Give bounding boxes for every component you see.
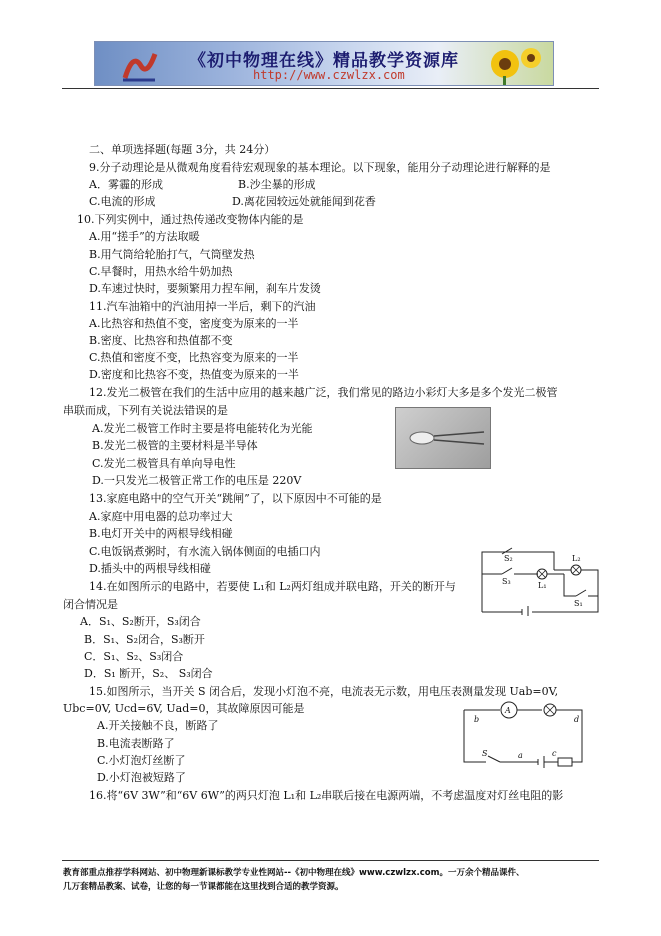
- q10-option-a: A.用“搓手”的方法取暖: [89, 230, 200, 243]
- q12-option-d: D.一只发光二极管正常工作的电压是 220V: [92, 474, 302, 487]
- q10-option-c: C.早餐时，用热水给牛奶加热: [89, 265, 233, 278]
- q15-label-c: c: [552, 749, 557, 758]
- q15-option-a: A.开关接触不良，断路了: [97, 719, 219, 732]
- q15-circuit-diagram: [460, 700, 590, 776]
- q12-option-b: B.发光二极管的主要材料是半导体: [92, 439, 258, 452]
- q14-label-s2: S₂: [504, 554, 513, 563]
- q15-stem-line2: Ubc=0V, Ucd=6V, Uad=0，其故障原因可能是: [63, 702, 305, 715]
- q9-option-a: A．雾霾的形成: [89, 178, 163, 191]
- led-photo: [395, 407, 491, 469]
- q11-stem: 11.汽车油箱中的汽油用掉一半后，剩下的汽油: [89, 300, 316, 313]
- q13-option-c: C.电饭锅煮粥时，有水流入锅体侧面的电插口内: [89, 545, 321, 558]
- q11-option-a: A.比热容和热值不变，密度变为原来的一半: [89, 317, 299, 330]
- q13-stem: 13.家庭电路中的空气开关“跳闸”了，以下原因中不可能的是: [89, 492, 382, 505]
- q15-label-b: b: [474, 715, 480, 724]
- banner-title: 《初中物理在线》精品教学资源库: [189, 51, 459, 71]
- q12-stem-line2: 串联而成，下列有关说法错误的是: [63, 404, 228, 417]
- q14-option-a: A．S₁、S₂断开，S₃闭合: [80, 615, 201, 628]
- q14-label-s3: S₃: [502, 577, 511, 586]
- q14-circuit-diagram: [478, 540, 604, 616]
- q13-option-b: B.电灯开关中的两根导线相碰: [89, 527, 233, 540]
- q12-stem-line1: 12.发光二极管在我们的生活中应用的越来越广泛，我们常见的路边小彩灯大多是多个发光二极管: [89, 386, 558, 399]
- q15-option-b: B.电流表断路了: [97, 737, 175, 750]
- q15-option-d: D.小灯泡被短路了: [97, 771, 186, 784]
- section-title: 二、单项选择题(每题 3分，共 24分）: [89, 143, 276, 156]
- q14-label-l2: L₂: [572, 554, 581, 563]
- q14-option-c: C．S₁、S₂、S₃闭合: [84, 650, 184, 663]
- site-logo: [119, 48, 159, 82]
- q11-option-c: C.热值和密度不变，比热容变为原来的一半: [89, 351, 299, 364]
- q9-option-d: D.离花园较远处就能闻到花香: [232, 195, 376, 208]
- header-banner: [94, 41, 554, 86]
- q15-label-d: d: [574, 715, 580, 724]
- q13-option-d: D.插头中的两根导线相碰: [89, 562, 211, 575]
- q13-option-a: A.家庭中用电器的总功率过大: [89, 510, 233, 523]
- footer-line1: 教育部重点推荐学科网站、初中物理新课标教学专业性网站--《初中物理在线》www.czwlzx.com。一万余个精品课件、: [63, 868, 525, 878]
- footer-line2: 几万套精品教案、试卷，让您的每一节课都能在这里找到合适的教学资源。: [63, 882, 344, 892]
- q15-label-s: S: [482, 749, 488, 758]
- q15-label-a: a: [518, 751, 523, 760]
- q16-stem: 16.将“6V 3W”和“6V 6W”的两只灯泡 L₁和 L₂串联后接在电源两端，不考虑温度对灯丝电阻的影: [89, 789, 564, 802]
- q10-option-d: D.车速过快时，要频繁用力捏车闸，刹车片发烫: [89, 282, 321, 295]
- q9-option-c: C.电流的形成: [89, 195, 156, 208]
- q9-stem: 9.分子动理论是从微观角度看待宏观现象的基本理论。以下现象，能用分子动理论进行解释的是: [89, 161, 551, 174]
- q14-option-d: D．S₁ 断开，S₂、 S₃闭合: [84, 667, 213, 680]
- q15-stem-line1: 15.如图所示，当开关 S 闭合后，发现小灯泡不亮，电流表无示数，用电压表测量发现 Uab=0V,: [89, 685, 559, 698]
- q14-stem-line2: 闭合情况是: [63, 598, 118, 611]
- q15-label-ammeter: A: [505, 706, 511, 715]
- q12-option-a: A.发光二极管工作时主要是将电能转化为光能: [92, 422, 313, 435]
- header-rule: [62, 88, 599, 89]
- q14-label-s1: S₁: [574, 599, 583, 608]
- footer-rule: [62, 860, 599, 861]
- banner-url[interactable]: http://www.czwlzx.com: [253, 68, 405, 82]
- q10-option-b: B.用气筒给轮胎打气，气筒壁发热: [89, 248, 255, 261]
- q9-option-b: B.沙尘暴的形成: [238, 178, 316, 191]
- q12-option-c: C.发光二极管具有单向导电性: [92, 457, 236, 470]
- q14-stem-line1: 14.在如图所示的电路中，若要使 L₁和 L₂两灯组成并联电路，开关的断开与: [89, 580, 456, 593]
- q14-option-b: B．S₁、S₂闭合，S₃断开: [84, 633, 205, 646]
- sunflower-image: [483, 44, 547, 86]
- led-icon: [396, 408, 492, 470]
- q15-option-c: C.小灯泡灯丝断了: [97, 754, 186, 767]
- q11-option-d: D.密度和比热容不变，热值变为原来的一半: [89, 368, 299, 381]
- q10-stem: 10.下列实例中，通过热传递改变物体内能的是: [77, 213, 304, 226]
- q14-label-l1: L₁: [538, 581, 547, 590]
- q11-option-b: B.密度、比热容和热值都不变: [89, 334, 233, 347]
